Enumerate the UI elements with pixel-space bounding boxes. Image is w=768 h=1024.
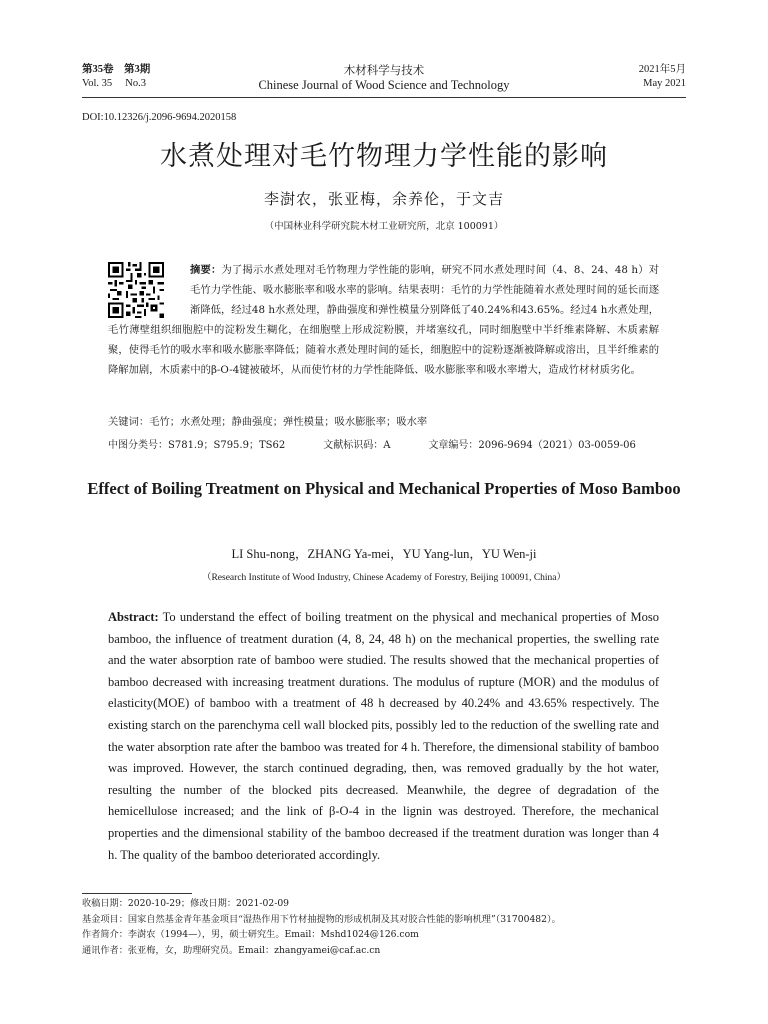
document-code: 文献标识码：A: [323, 440, 391, 451]
title-cn: 水煮处理对毛竹物理力学性能的影响: [160, 141, 608, 172]
abstract-en-text: To understand the effect of boiling treatment on the physical and mechanical properties of Moso bamboo, the influence of treatment duration (4, 8, 24, 48 h) on the mechanical properties, the swelling rate and the water absorption rate of bamboo were studied. The results showed that the mechanical properties of bamboo decreased with increasing treatment durations. The modulus of rupture (MOR) and the modulus of elasticity(MOE) of bamboo with a treatment of 48 h decreased by 40.24% and 43.65% respectively. The existing starch on the parenchyma cell wall blocked pits, possibly led to the reduction of the swelling rate and the water absorption rate after the bamboo was treated for 4 h. Therefore, the dimensional stability of bamboo was improved. However, the starch continued degrading, then, was removed gradually by the hot water, resulting the number of the blocked pits decreased. Meanwhile, the degree of degradation of the hemicellulose increased; and the link of β-O-4 in the lignin was destroyed. Therefore, the mechanical properties and the dimensional stability of the bamboo decreased if the treatment duration was longer than 4 h. The quality of the bamboo deteriorated accordingly.: [108, 610, 659, 862]
affiliation-en: （Research Institute of Wood Industry, Chinese Academy of Forestry, Beijing 100091, China）: [201, 573, 567, 583]
header-divider: [82, 97, 686, 98]
volume-issue-en: Vol. 35 No.3: [82, 78, 146, 89]
authors-cn: 李澍农，张亚梅，余养伦，于文吉: [263, 190, 504, 208]
footnote-funding: 基金项目：国家自然基金青年基金项目“湿热作用下竹材抽提物的形成机制及其对胶合性能的影响机理”（31700482）。: [82, 913, 561, 925]
keywords-cn-label: 关键词：: [108, 416, 150, 428]
footnote-author: 作者简介：李澍农（1994—），男，硕士研究生。Email：Mshd1024@126.com: [82, 929, 419, 940]
abstract-cn-label: 摘要：: [190, 264, 222, 276]
title-en: Effect of Boiling Treatment on Physical and Mechanical Properties of Moso Bamboo: [87, 479, 681, 498]
abstract-en-label: Abstract:: [108, 610, 159, 624]
qr-spacer: [108, 260, 190, 318]
abstract-en: [108, 607, 659, 866]
abstract-cn-text: 为了揭示水煮处理对毛竹物理力学性能的影响，研究不同水煮处理时间（4、8、24、48 h）对毛竹力学性能、吸水膨胀率和吸水率的影响。结果表明：毛竹的力学性能随着水煮处理时间的延长而逐渐降低，经过48 h水煮处理，静曲强度和弹性模量分别降低了40.24%和43.65%。经过4 h水煮处理，毛竹薄壁组织细胞腔中的淀粉发生糊化，在细胞壁上形成淀粉膜，并堵塞纹孔，同时细胞壁中半纤维素降解、木质素解聚，使得毛竹的吸水率和吸水膨胀率降低；随着水煮处理时间的延长，细胞腔中的淀粉逐渐被降解或溶出，且半纤维素的降解加剧，木质素中的β-O-4键被破坏，从而使竹材的力学性能降低、吸水膨胀率和吸水率增大，造成竹材材质劣化。: [108, 264, 659, 376]
footnote-corresponding: 通讯作者：张亚梅，女，助理研究员。Email：zhangyamei@caf.ac.cn: [82, 944, 381, 956]
clc-number: 中图分类号：S781.9；S795.9；TS62: [108, 440, 286, 451]
keywords-cn: [108, 413, 427, 428]
affiliation-cn: （中国林业科学研究院木材工业研究所，北京 100091）: [264, 221, 504, 232]
doi: DOI:10.12326/j.2096-9694.2020158: [82, 112, 237, 123]
header-date: [639, 63, 686, 91]
date-cn: 2021年5月: [638, 64, 686, 75]
keywords-cn-text: 毛竹；水煮处理；静曲强度；弹性模量；吸水膨胀率；吸水率: [149, 416, 428, 428]
abstract-cn: [108, 260, 659, 380]
classification-cn: [108, 436, 659, 451]
authors-en: LI Shu-nong，ZHANG Ya-mei，YU Yang-lun，YU Wen-ji: [231, 547, 537, 561]
date-en: May 2021: [643, 78, 686, 89]
footnote-received: 收稿日期：2020-10-29；修改日期：2021-02-09: [82, 898, 290, 909]
footnote-divider: [82, 893, 192, 894]
volume-issue-cn: 第35卷 第3期: [82, 64, 151, 75]
journal-name-en: Chinese Journal of Wood Science and Technology: [258, 78, 510, 92]
article-number: 文章编号：2096-9694（2021）03-0059-06: [428, 440, 636, 451]
journal-name-cn: 木材科学与技术: [343, 63, 425, 77]
footnotes: [82, 896, 686, 958]
